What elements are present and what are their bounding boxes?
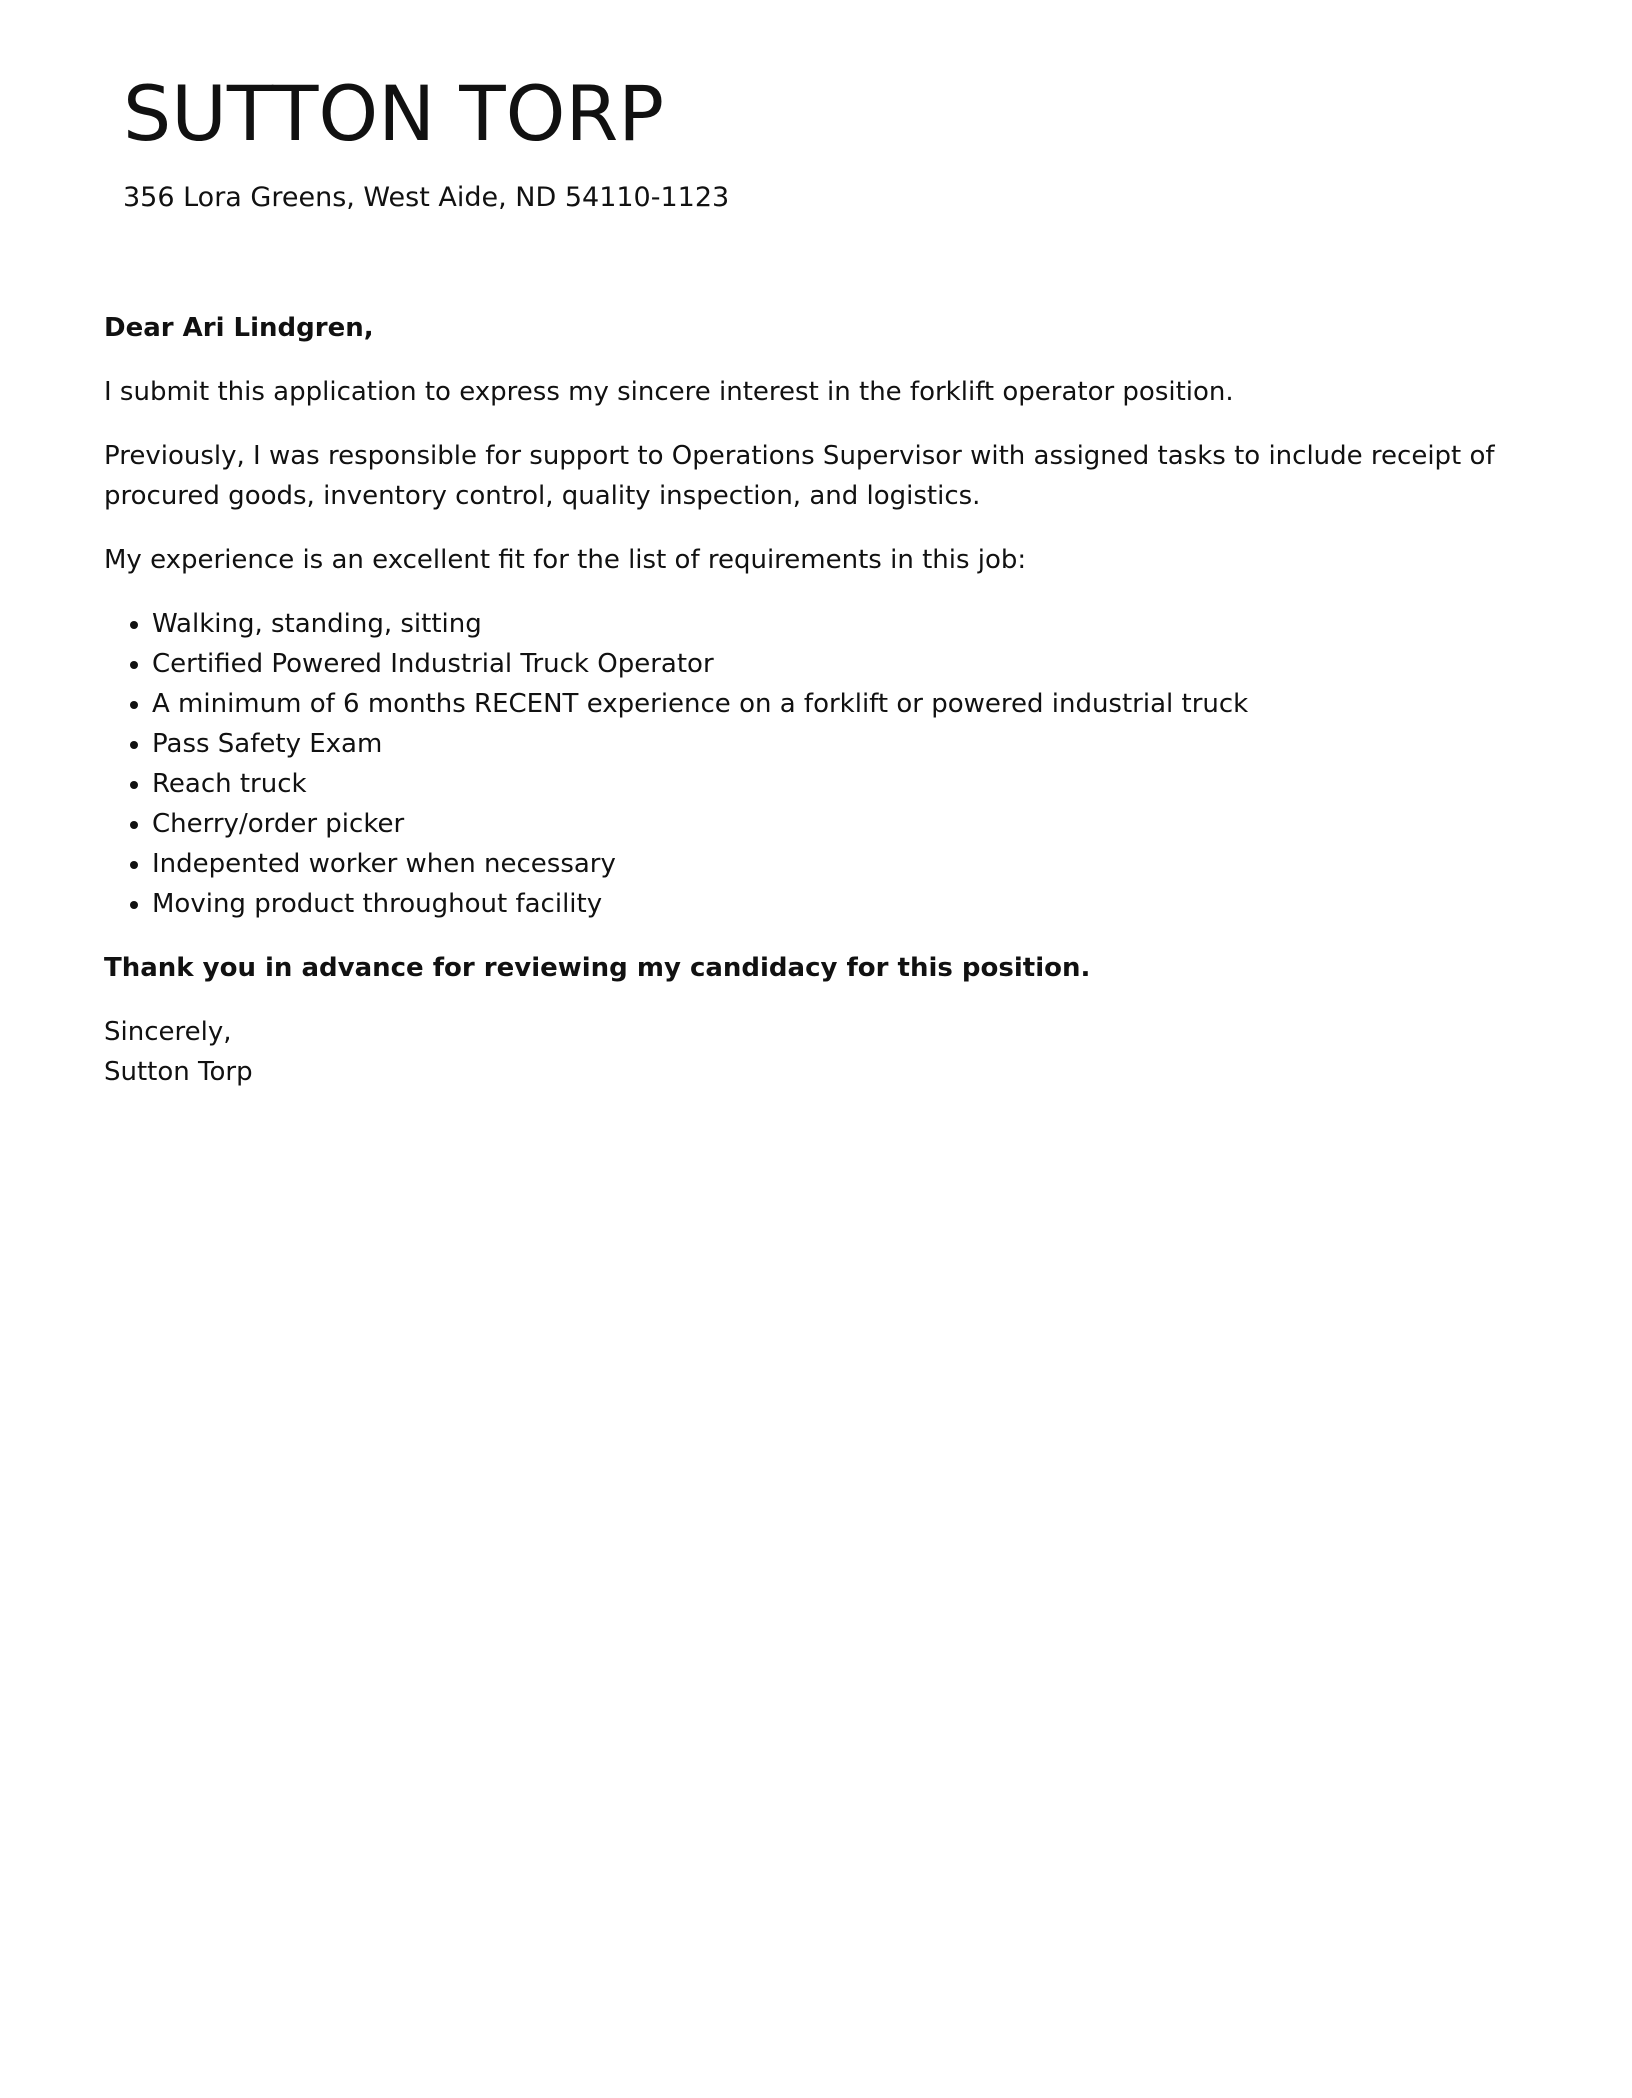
list-item: • A minimum of 6 months RECENT experience on a forklift or powered industrial truck [152,684,1524,724]
requirements-intro: My experience is an excellent fit for the list of requirements in this job: [104,545,1027,575]
letter-header [123,68,1523,216]
list-item: • Pass Safety Exam [152,724,1524,764]
salutation: Dear Ari Lindgren, [104,313,374,343]
thanks-paragraph: Thank you in advance for reviewing my candidacy for this position. [104,953,1091,983]
experience-paragraph: Previously, I was responsible for support to Operations Supervisor with assigned tasks to include receipt of procured goods, inventory control, quality inspection, and logistics. [104,441,1495,511]
list-item: • Moving product throughout facility [152,884,1524,924]
applicant-name: SUTTON TORP [123,69,665,158]
list-item: • Certified Powered Industrial Truck Operator [152,644,1524,684]
list-item: • Walking, standing, sitting [152,604,1524,644]
intro-paragraph: I submit this application to express my sincere interest in the forklift operator position. [104,377,1234,407]
requirements-list [104,604,1524,924]
letter-body [104,308,1524,1092]
list-item: • Reach truck [152,764,1524,804]
list-item: • Cherry/order picker [152,804,1524,844]
signature: Sutton Torp [104,1057,253,1087]
list-item: • Indepented worker when necessary [152,844,1524,884]
closing: Sincerely, [104,1017,232,1047]
applicant-address: 356 Lora Greens, West Aide, ND 54110-1123 [123,182,730,213]
